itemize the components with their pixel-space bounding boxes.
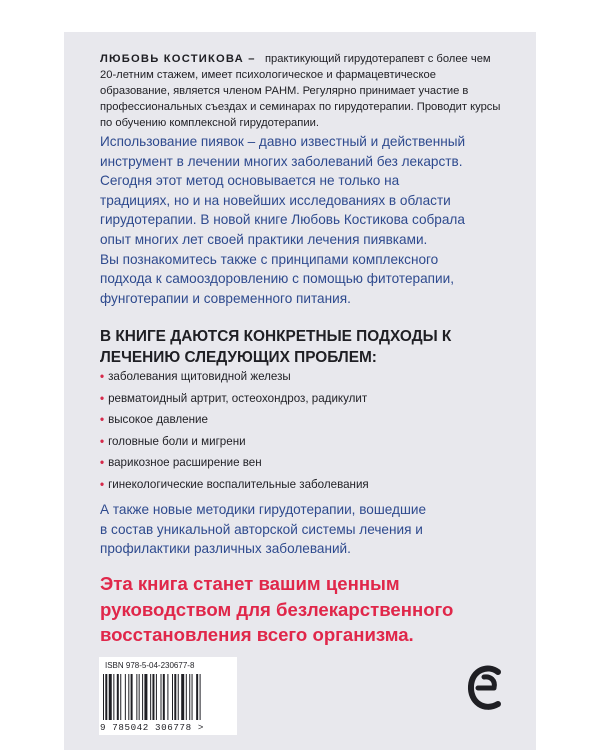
promo-line: руководством для безлекарственного bbox=[100, 598, 454, 620]
bullet-icon: • bbox=[100, 413, 105, 427]
list-item bbox=[100, 456, 520, 478]
list-item-text: гинекологические воспалительные заболевания bbox=[108, 477, 369, 491]
methods-line: профилактики различных заболеваний. bbox=[100, 541, 351, 557]
list-item-text: головные боли и мигрени bbox=[108, 434, 246, 448]
bullet-icon: • bbox=[100, 370, 105, 383]
problems-heading bbox=[100, 326, 520, 368]
intro-line: фунготерапии и современного питания. bbox=[100, 290, 351, 306]
bullet-icon: • bbox=[100, 434, 105, 448]
bullet-icon: • bbox=[100, 391, 105, 405]
intro-line: гирудотерапии. В новой книге Любовь Костикова собрала bbox=[100, 212, 465, 228]
promo-line: восстановления всего организма. bbox=[100, 624, 414, 646]
author-name: ЛЮБОВЬ КОСТИКОВА – bbox=[100, 53, 256, 65]
eksmo-logo-icon bbox=[466, 664, 508, 714]
intro-line: Вы познакомитесь также с принципами комплексного bbox=[100, 251, 439, 267]
problems-heading-line: ЛЕЧЕНИЮ СЛЕДУЮЩИХ ПРОБЛЕМ: bbox=[100, 349, 377, 366]
methods-line: в состав уникальной авторской системы лечения и bbox=[100, 521, 423, 537]
list-item-text: ревматоидный артрит, остеохондроз, радикулит bbox=[108, 391, 368, 405]
list-item bbox=[100, 478, 520, 500]
promo-line: Эта книга станет вашим ценным bbox=[100, 573, 400, 594]
barcode-digits: 9 785042 306778 > bbox=[100, 722, 204, 733]
list-item-text: заболевания щитовидной железы bbox=[108, 370, 291, 383]
barcode-icon bbox=[103, 674, 231, 720]
bullet-icon: • bbox=[100, 456, 105, 470]
isbn-label: ISBN 978-5-04-230677-8 bbox=[105, 661, 195, 670]
author-bio bbox=[100, 51, 505, 131]
problems-list bbox=[100, 370, 520, 500]
intro-line: опыт многих лет своей практики лечения пиявками. bbox=[100, 231, 428, 247]
list-item bbox=[100, 435, 520, 457]
list-item bbox=[100, 392, 520, 414]
list-item-text: высокое давление bbox=[108, 413, 208, 427]
intro-line: традициях, но и на новейших исследованиях в области bbox=[100, 192, 451, 208]
list-item-text: варикозное расширение вен bbox=[108, 456, 262, 470]
author-bio-text: практикующий гирудотерапевт с более чем 20-летним стажем, имеет психологическое и фармацевтическое образование, является членом РАНМ. Регулярно принимает участие в профессиональных съездах и семинарах по гирудотерапии. Проводит курсы по обучению комплексной гирудотерапии. bbox=[100, 53, 501, 129]
intro-line: Использование пиявок – давно известный и действенный bbox=[100, 134, 466, 149]
problems-heading-line: В КНИГЕ ДАЮТСЯ КОНКРЕТНЫЕ ПОДХОДЫ К bbox=[100, 328, 452, 345]
methods-paragraph bbox=[100, 500, 510, 559]
intro-line: подхода к самооздоровлению с помощью фитотерапии, bbox=[100, 271, 454, 287]
intro-paragraph bbox=[100, 132, 520, 308]
list-item bbox=[100, 413, 520, 435]
list-item bbox=[100, 370, 520, 392]
promo-text bbox=[100, 571, 520, 648]
bullet-icon: • bbox=[100, 477, 105, 491]
intro-line: инструмент в лечении многих заболеваний без лекарств. bbox=[100, 153, 463, 169]
methods-line: А также новые методики гирудотерапии, вошедшие bbox=[100, 502, 427, 517]
intro-line: Сегодня этот метод основывается не только на bbox=[100, 173, 400, 189]
